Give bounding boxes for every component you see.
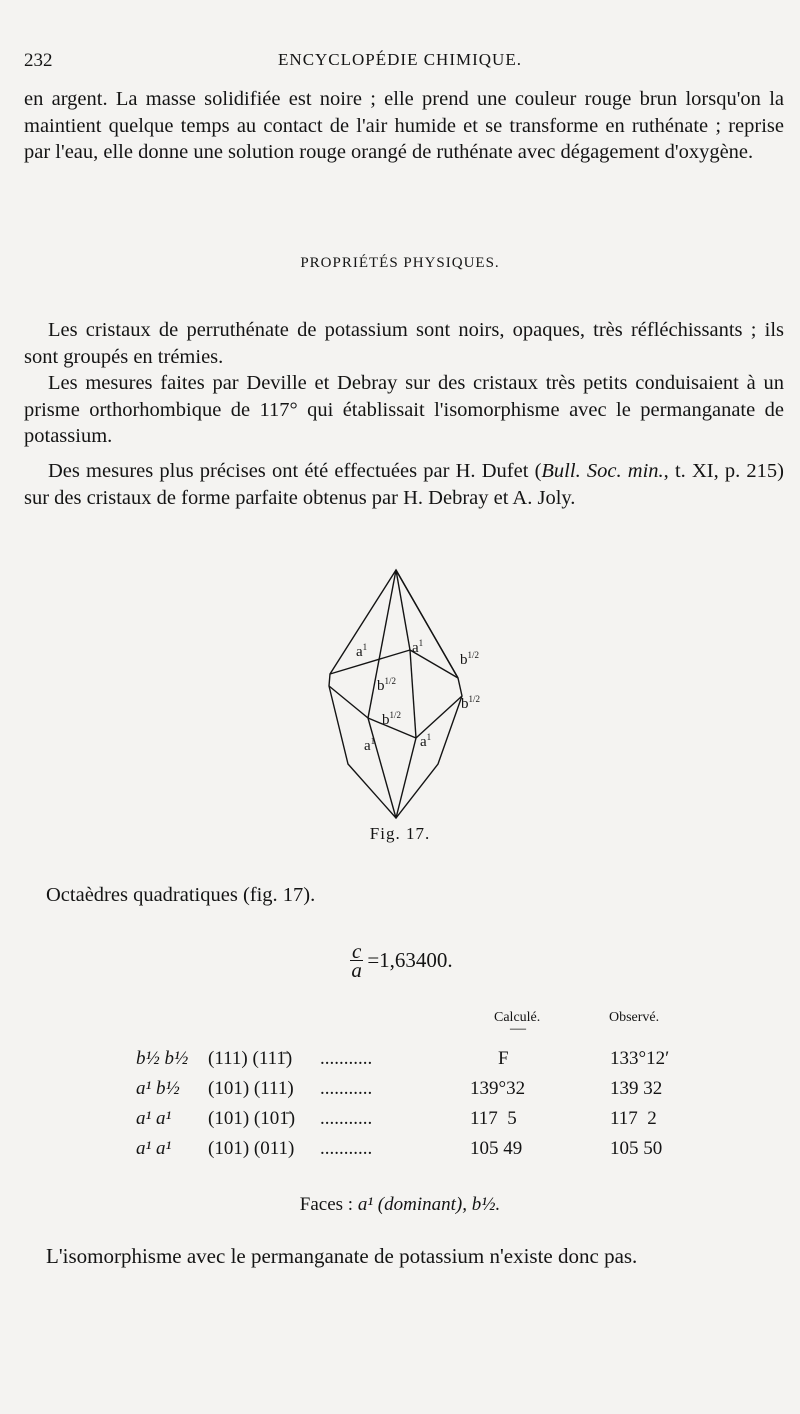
dufet-text-before: Des mesures plus précises ont été effectuées par H. Dufet ( — [48, 460, 542, 482]
crystal-edge — [329, 686, 368, 718]
row-faces: b½ b½ — [136, 1048, 189, 1069]
row-dots: ........... — [320, 1078, 373, 1099]
row-dots: ........... — [320, 1138, 373, 1159]
crystal-outline — [329, 570, 462, 818]
dufet-text-after: , t. XI, p. 215) sur des cristaux de forme parfaite obtenus par H. Debray et A. Joly. — [24, 460, 785, 509]
header-dash: — — [510, 1020, 526, 1037]
face-label: $b^{1/2}$ — [377, 676, 397, 694]
paragraph-dufet — [24, 458, 784, 511]
page-header — [0, 50, 800, 80]
crystal-edge — [368, 718, 416, 738]
row-calc: F — [498, 1048, 509, 1069]
row-calc: 105 49 — [470, 1138, 523, 1159]
table-row — [0, 1138, 800, 1164]
crystal-edge — [330, 650, 410, 674]
face-label: $b^{1/2}$ — [461, 694, 481, 712]
faces-value: a¹ (dominant), b½. — [357, 1194, 501, 1215]
octahedra-line: Octaèdres quadratiques (fig. 17). — [46, 884, 316, 906]
row-faces: a¹ a¹ — [136, 1108, 172, 1129]
row-dots: ........... — [320, 1048, 373, 1069]
row-obs: 139 32 — [610, 1078, 663, 1099]
face-label: $b^{1/2}$ — [460, 650, 480, 668]
section-title: PROPRIÉTÉS PHYSIQUES. — [300, 255, 500, 271]
table-row — [0, 1108, 800, 1134]
dufet-citation: Bull. Soc. min. — [541, 460, 664, 482]
paragraph-deville: Les mesures faites par Deville et Debray sur des cristaux très petits conduisaient à un prisme orthorhombique de 117° qui établissait l'isomorphisme avec le permanganate de potassium. — [24, 372, 784, 447]
ratio-denominator: a — [351, 958, 362, 982]
face-label: $a^1$ — [364, 736, 376, 754]
crystal-edge — [410, 650, 416, 738]
figure-caption: Fig. 17. — [369, 824, 431, 843]
page-number: 232 — [24, 50, 53, 71]
axial-ratio — [350, 939, 453, 982]
row-calc: 117 5 — [470, 1108, 517, 1129]
faces-line — [0, 1194, 800, 1216]
paragraph-crystals: Les cristaux de perruthénate de potassium sont noirs, opaques, très réfléchissants ; ils sont groupés en trémies. — [24, 319, 784, 368]
face-label: $a^1$ — [420, 732, 432, 750]
crystal-figure — [320, 568, 490, 820]
row-indices: (111) (111̄) — [208, 1048, 293, 1069]
table-row — [0, 1078, 800, 1104]
header-observe: Observé. — [609, 1010, 660, 1025]
table-row — [0, 1048, 800, 1074]
row-faces: a¹ b½ — [136, 1078, 180, 1099]
running-title: ENCYCLOPÉDIE CHIMIQUE. — [278, 50, 522, 69]
row-obs: 117 2 — [610, 1108, 657, 1129]
row-obs: 133°12′ — [610, 1048, 670, 1069]
row-indices: (101) (011) — [208, 1138, 295, 1159]
row-dots: ........... — [320, 1108, 373, 1129]
row-indices: (101) (111) — [208, 1078, 294, 1099]
ratio-value: =1,63400. — [367, 948, 453, 972]
row-indices: (101) (101̄) — [208, 1108, 296, 1129]
faces-label: Faces : — [299, 1194, 354, 1215]
header-calcule: Calculé. — [494, 1010, 541, 1025]
face-label: $a^1$ — [412, 638, 424, 656]
intro-paragraph: en argent. La masse solidifiée est noire ; elle prend une couleur rouge brun lorsqu'on la maintient quelque temps au contact de l'air humide et se transforme en ruthénate ; reprise par l'eau, elle donne une solution rouge orangé de ruthénate avec dégagement d'oxygène. — [24, 88, 784, 163]
row-faces: a¹ a¹ — [136, 1138, 172, 1159]
ratio-numerator: c — [352, 939, 362, 963]
conclusion-line: L'isomorphisme avec le permanganate de potassium n'existe donc pas. — [46, 1244, 638, 1268]
face-label: $b^{1/2}$ — [382, 710, 402, 728]
row-obs: 105 50 — [610, 1138, 663, 1159]
ratio-fraction — [350, 939, 363, 982]
face-label: $a^1$ — [356, 642, 368, 660]
row-calc: 139°32 — [470, 1078, 526, 1099]
